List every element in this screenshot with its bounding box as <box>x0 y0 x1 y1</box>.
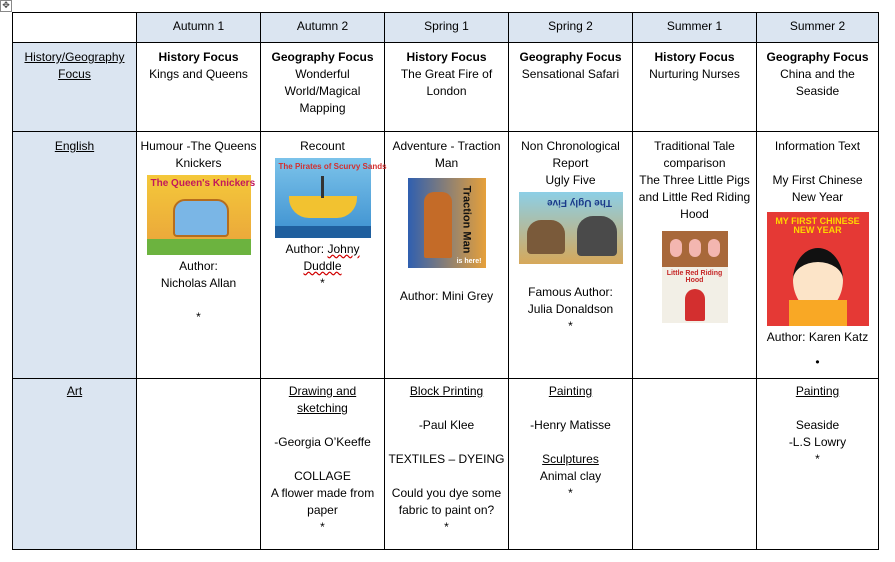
col-header-autumn-1: Autumn 1 <box>137 13 261 43</box>
row-label-text: English <box>54 139 95 153</box>
col-header-summer-1: Summer 1 <box>633 13 757 43</box>
english-cell-spring-2 <box>509 132 633 379</box>
english-cell-autumn-1 <box>137 132 261 379</box>
art-row <box>13 379 879 550</box>
topic-label: The Great Fire of London <box>400 67 493 98</box>
focus-label: Geography Focus <box>519 50 622 64</box>
little-red-riding-hood-cover <box>662 267 728 323</box>
book-cover-subtitle: is here! <box>456 258 482 265</box>
star-marker: * <box>568 486 573 500</box>
focus-label: History Focus <box>654 50 735 64</box>
topic-label: Kings and Queens <box>149 67 248 81</box>
corner-cell <box>13 13 137 43</box>
star-marker: * <box>444 520 449 534</box>
author-label: Author: <box>285 242 325 256</box>
header-row <box>13 13 879 43</box>
star-marker: * <box>196 310 201 324</box>
author-label: Author: <box>179 259 218 273</box>
carriage-icon <box>173 199 229 237</box>
topic-label: China and the Seaside <box>780 67 855 98</box>
book-cover-title: The Pirates of Scurvy Sands <box>278 162 387 171</box>
three-little-pigs-cover <box>662 231 728 267</box>
english-title: Humour -The Queens Knickers <box>140 139 257 170</box>
focus-label: History Focus <box>406 50 487 64</box>
history-cell-autumn-2 <box>261 43 385 132</box>
pirate-ship-icon <box>289 196 357 218</box>
row-label-history-geography <box>13 43 137 132</box>
english-cell-spring-1 <box>385 132 509 379</box>
english-title: Adventure - Traction Man <box>392 139 501 170</box>
history-cell-spring-1 <box>385 43 509 132</box>
focus-label: History Focus <box>158 50 239 64</box>
english-title: Recount <box>300 139 345 153</box>
bullet-marker: • <box>815 355 820 369</box>
art-description: Animal clay <box>539 469 602 483</box>
art-collage-label: COLLAGE <box>294 469 351 483</box>
author-name: Julia Donaldson <box>527 302 614 316</box>
author-label: Famous Author: <box>528 285 613 299</box>
art-heading: Drawing and sketching <box>288 384 357 415</box>
art-cell-autumn-1 <box>137 379 261 550</box>
art-line-2: -L.S Lowry <box>788 435 847 449</box>
row-label-english <box>13 132 137 379</box>
col-header-autumn-2: Autumn 2 <box>261 13 385 43</box>
art-cell-spring-2 <box>509 379 633 550</box>
art-description: A flower made from paper <box>270 486 375 517</box>
english-subtitle: My First Chinese New Year <box>772 173 863 204</box>
author-name: Author: Karen Katz <box>766 330 869 344</box>
history-geography-row <box>13 43 879 132</box>
history-cell-summer-1 <box>633 43 757 132</box>
art-line-1: Seaside <box>795 418 840 432</box>
star-marker: * <box>320 520 325 534</box>
traction-man-book-cover <box>408 178 486 268</box>
book-cover-title: Traction Man <box>460 185 473 254</box>
animal-illustration-icon <box>527 220 565 254</box>
english-subtitle: Ugly Five <box>545 173 596 187</box>
book-cover-title: The Ugly Five <box>546 197 612 208</box>
star-marker: * <box>320 276 325 290</box>
queens-knickers-book-cover <box>147 175 256 255</box>
art-heading: Painting <box>795 384 840 398</box>
row-label-art <box>13 379 137 550</box>
art-artist: -Georgia O’Keeffe <box>274 435 371 449</box>
table-move-handle-icon[interactable]: ✥ <box>0 0 12 12</box>
row-label-text: Art <box>66 384 83 398</box>
art-heading: Block Printing <box>409 384 484 398</box>
english-cell-summer-2 <box>757 132 879 379</box>
col-header-spring-2: Spring 2 <box>509 13 633 43</box>
english-row <box>13 132 879 379</box>
star-marker: * <box>568 319 573 333</box>
red-hood-figure-icon <box>685 289 705 321</box>
author-first-name: Johny <box>327 242 360 256</box>
ugly-five-book-cover <box>519 192 623 264</box>
art-textiles-label: TEXTILES – DYEING <box>388 452 505 466</box>
english-cell-summer-1 <box>633 132 757 379</box>
art-cell-summer-1 <box>633 379 757 550</box>
author-last-name: Duddle <box>303 259 342 273</box>
history-cell-summer-2 <box>757 43 879 132</box>
art-cell-summer-2 <box>757 379 879 550</box>
art-artist: -Henry Matisse <box>530 418 611 432</box>
art-question: Could you dye some fabric to paint on? <box>391 486 502 517</box>
book-cover-title: The Queen's Knickers <box>150 178 256 189</box>
topic-label: Sensational Safari <box>521 67 620 81</box>
art-heading: Painting <box>548 384 593 398</box>
english-line-1: Traditional Tale comparison <box>654 139 735 170</box>
english-title: Information Text <box>774 139 861 153</box>
chinese-new-year-book-cover <box>767 212 869 326</box>
curriculum-table <box>12 12 879 550</box>
topic-label: Nurturing Nurses <box>649 67 740 81</box>
art-heading-2: Sculptures <box>542 452 599 466</box>
row-label-text: History/Geography Focus <box>24 50 125 81</box>
book-cover-title: Little Red Riding Hood <box>666 270 723 284</box>
traction-man-figure-icon <box>424 192 452 258</box>
pirates-book-cover <box>275 158 387 238</box>
star-marker: * <box>815 452 820 466</box>
art-artist: -Paul Klee <box>418 418 475 432</box>
focus-label: Geography Focus <box>766 50 869 64</box>
english-cell-autumn-2 <box>261 132 385 379</box>
topic-label: Wonderful World/Magical Mapping <box>284 67 361 115</box>
art-cell-autumn-2 <box>261 379 385 550</box>
author-name: Author: Mini Grey <box>399 289 494 303</box>
col-header-spring-1: Spring 1 <box>385 13 509 43</box>
art-cell-spring-1 <box>385 379 509 550</box>
focus-label: Geography Focus <box>271 50 374 64</box>
author-name: Nicholas Allan <box>160 276 237 290</box>
book-cover-title: MY FIRST CHINESE NEW YEAR <box>775 216 860 235</box>
history-cell-spring-2 <box>509 43 633 132</box>
col-header-summer-2: Summer 2 <box>757 13 879 43</box>
english-title: Non Chronological Report <box>521 139 620 170</box>
history-cell-autumn-1 <box>137 43 261 132</box>
english-line-2: The Three Little Pigs and Little Red Riding Hood <box>638 173 751 221</box>
